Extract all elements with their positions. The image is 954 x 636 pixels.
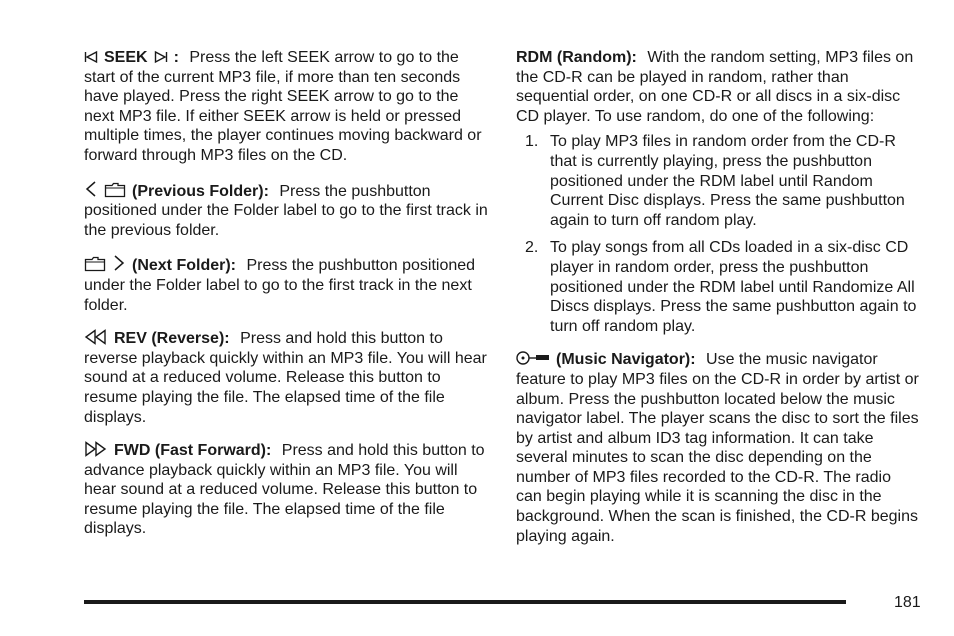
folder-icon [104, 182, 126, 198]
fwd-section [84, 441, 492, 539]
fast-forward-icon [84, 441, 108, 457]
list-item [516, 132, 920, 230]
rdm-text: With the random setting, MP3 files on the CD-R can be played in random, rather than sequential order, on one CD-R or all discs in a six-disc CD player. To use random, do one of the following: [516, 49, 914, 125]
music-navigator-icon [516, 350, 550, 366]
next-folder-text: Press the pushbutton positioned under the Folder label to go to the first track in the next folder. [84, 257, 476, 314]
seek-back-icon [84, 50, 98, 64]
rdm-section [516, 48, 920, 126]
list-item-number: 1. [525, 133, 539, 151]
list-item-text: To play MP3 files in random order from the CD-R that is currently playing, press the pushbutton positioned under the RDM label until Random Current Disc displays. Press the same pushbutton again to turn off random play. [550, 133, 905, 229]
previous-folder-section [84, 180, 492, 241]
music-navigator-label: (Music Navigator): [556, 351, 696, 369]
seek-label: SEEK [104, 49, 148, 66]
rdm-label: RDM (Random): [516, 49, 637, 66]
rdm-steps-list [516, 132, 920, 336]
page-number: 181 [894, 594, 921, 611]
music-navigator-section [516, 350, 920, 546]
footer-rule [84, 600, 846, 604]
list-item [516, 238, 920, 336]
seek-section [84, 48, 492, 166]
seek-forward-icon [154, 50, 168, 64]
fwd-text: Press and hold this button to advance playback quickly within an MP3 file. You will hear sound at a reduced volume. Release this button to resume playing the file. The elapsed time of the file displays. [84, 442, 485, 538]
chevron-right-icon [112, 254, 126, 272]
seek-label-suffix: : [173, 49, 179, 66]
music-navigator-text: Use the music navigator feature to play MP3 files on the CD-R in order by artist or album. Press the pushbutton located below the music navigator label. The player scans the disc to sort the files by artist and album ID3 tag information. It can take several minutes to scan the disc depending on the number of MP3 files recorded to the CD-R. The radio can begin playing while it is scanning the disc in the background. When the scan is finished, the CD-R begins playing again. [516, 351, 919, 545]
next-folder-label: (Next Folder): [132, 257, 236, 275]
rev-label: REV (Reverse): [114, 330, 230, 348]
right-column [516, 48, 920, 560]
left-column [84, 48, 492, 553]
previous-folder-label: (Previous Folder): [132, 182, 269, 200]
chevron-left-icon [84, 180, 98, 198]
list-item-text: To play songs from all CDs loaded in a six-disc CD player in random order, press the pushbutton positioned under the RDM label until Randomize All Discs displays. Press the same pushbutton again to turn off random play. [550, 239, 917, 335]
rev-section [84, 329, 492, 427]
previous-folder-text: Press the pushbutton positioned under the Folder label to go to the first track in the previous folder. [84, 182, 488, 239]
folder-icon [84, 256, 106, 272]
next-folder-section [84, 254, 492, 315]
rev-text: Press and hold this button to reverse playback quickly within an MP3 file. You will hear sound at a reduced volume. Release this button to resume playing the file. The elapsed time of the file displays. [84, 330, 487, 426]
rewind-icon [84, 329, 108, 345]
seek-text: Press the left SEEK arrow to go to the start of the current MP3 file, if more than ten seconds have played. Press the right SEEK arrow to go to the next MP3 file. If either SEEK arrow is held or pressed multiple times, the player continues moving backward or forward through MP3 files on the CD. [84, 49, 482, 164]
fwd-label: FWD (Fast Forward): [114, 442, 272, 460]
list-item-number: 2. [525, 239, 539, 257]
